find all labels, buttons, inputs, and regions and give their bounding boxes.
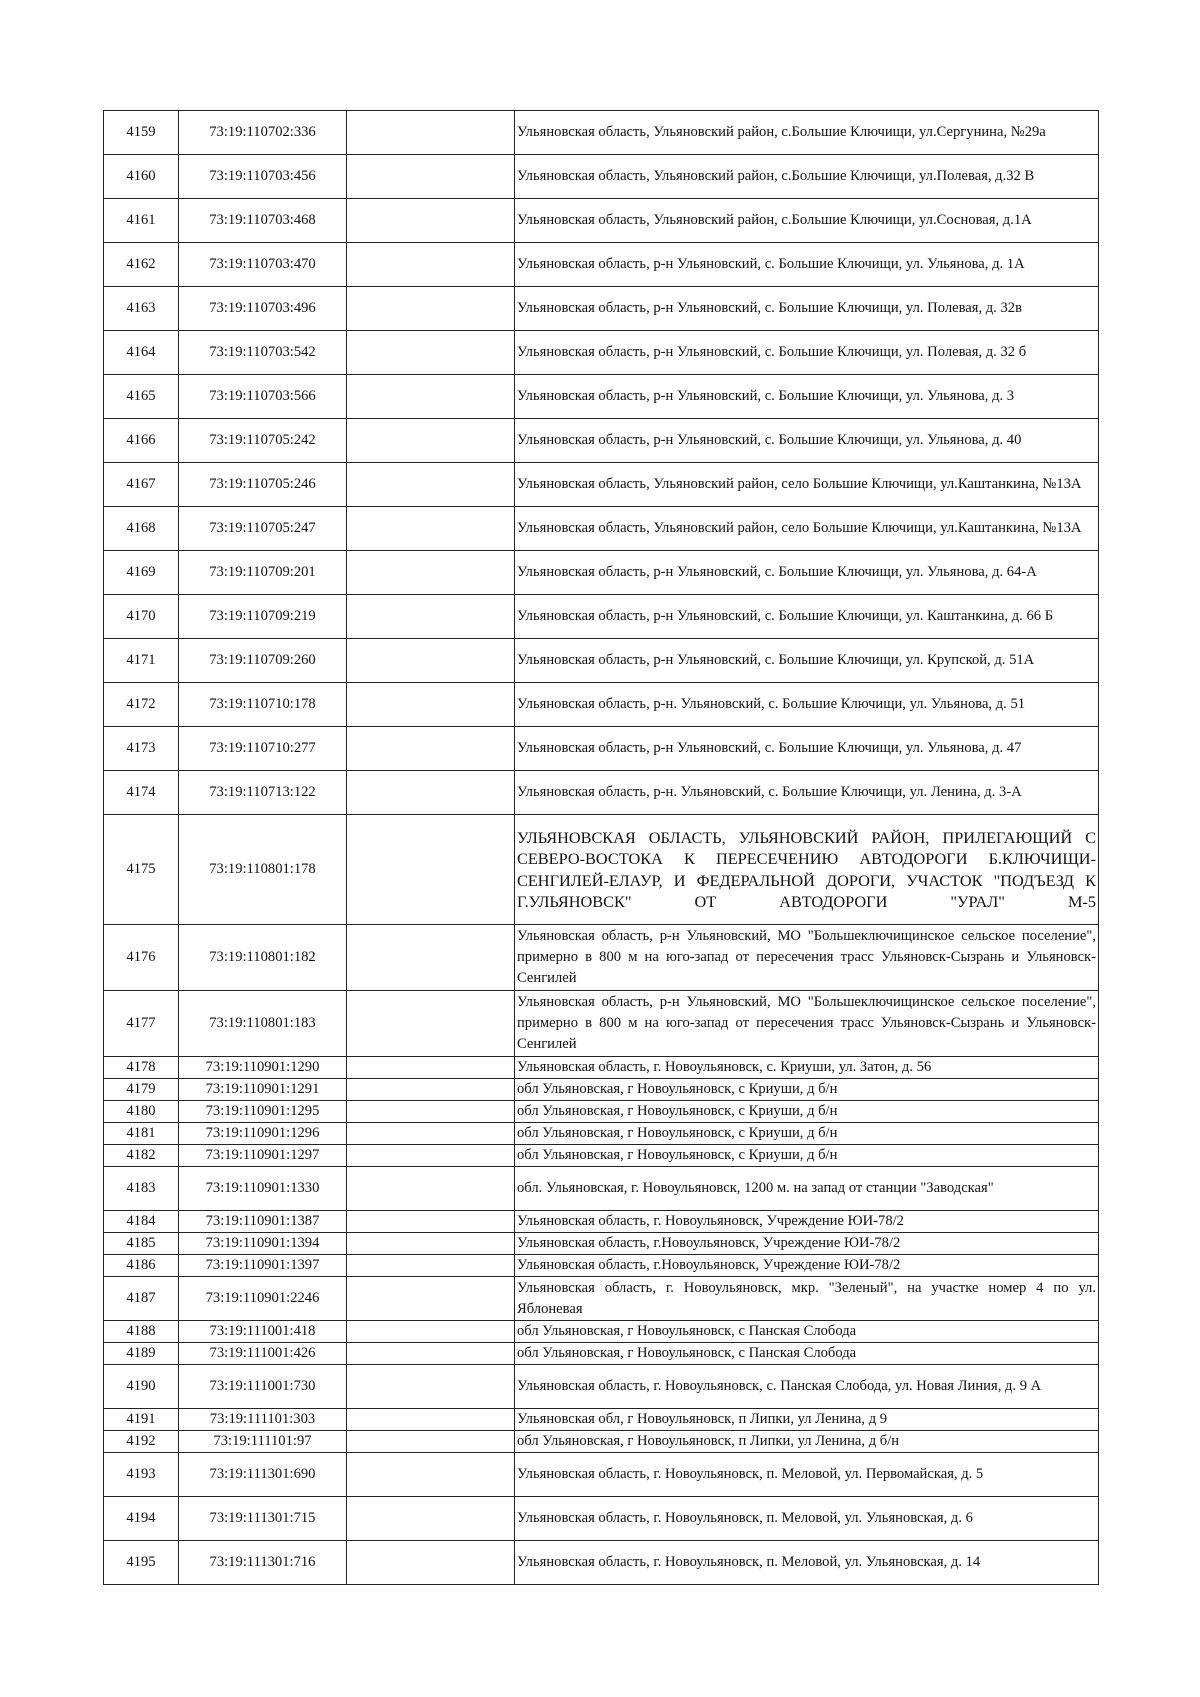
table-row <box>104 1409 1099 1431</box>
table-row <box>104 1453 1099 1497</box>
registry-table <box>103 110 1099 1585</box>
empty-cell <box>347 991 515 1057</box>
address-cell: Ульяновская область, р-н Ульяновский, с. Большие Ключищи, ул. Ульянова, д. 40 <box>515 419 1099 463</box>
table-row <box>104 155 1099 199</box>
empty-cell <box>347 1101 515 1123</box>
cadastral-number-cell: 73:19:110901:1330 <box>179 1167 347 1211</box>
address-cell: УЛЬЯНОВСКАЯ ОБЛАСТЬ, УЛЬЯНОВСКИЙ РАЙОН, ПРИЛЕГАЮЩИЙ С СЕВЕРО-ВОСТОКА К ПЕРЕСЕЧЕНИЮ АВТОДОРОГИ Б.КЛЮЧИЩИ-СЕНГИЛЕЙ-ЕЛАУР, И ФЕДЕРАЛЬНОЙ ДОРОГИ, УЧАСТОК "ПОДЪЕЗД К Г.УЛЬЯНОВСК" ОТ АВТОДОРОГИ "УРАЛ" М-5 <box>515 815 1099 925</box>
cadastral-number-cell: 73:19:110703:468 <box>179 199 347 243</box>
row-number-cell: 4170 <box>104 595 179 639</box>
address-cell: Ульяновская область, Ульяновский район, с.Большие Ключищи, ул.Полевая, д.32 В <box>515 155 1099 199</box>
table-row <box>104 1145 1099 1167</box>
address-cell: Ульяновская область, р-н Ульяновский, МО "Большеключищинское сельское поселение", примерно в 800 м на юго-запад от пересечения трасс Ульяновск-Сызрань и Ульяновск-Сенгилей <box>515 991 1099 1057</box>
empty-cell <box>347 1541 515 1585</box>
address-cell: Ульяновская область, г. Новоульяновск, с. Криуши, ул. Затон, д. 56 <box>515 1057 1099 1079</box>
cadastral-number-cell: 73:19:111001:418 <box>179 1321 347 1343</box>
table-row <box>104 683 1099 727</box>
table-row <box>104 1497 1099 1541</box>
address-cell: Ульяновская область, г. Новоульяновск, с. Панская Слобода, ул. Новая Линия, д. 9 А <box>515 1365 1099 1409</box>
address-cell: Ульяновская область, р-н. Ульяновский, с. Большие Ключищи, ул. Ульянова, д. 51 <box>515 683 1099 727</box>
cadastral-number-cell: 73:19:110713:122 <box>179 771 347 815</box>
row-number-cell: 4178 <box>104 1057 179 1079</box>
cadastral-number-cell: 73:19:110703:542 <box>179 331 347 375</box>
address-cell: Ульяновская область, р-н Ульяновский, с. Большие Ключищи, ул. Каштанкина, д. 66 Б <box>515 595 1099 639</box>
cadastral-number-cell: 73:19:110703:496 <box>179 287 347 331</box>
row-number-cell: 4195 <box>104 1541 179 1585</box>
table-row <box>104 1277 1099 1321</box>
empty-cell <box>347 1123 515 1145</box>
empty-cell <box>347 375 515 419</box>
table-row <box>104 111 1099 155</box>
registry-table-body <box>104 111 1099 1585</box>
address-cell: Ульяновская область, Ульяновский район, с.Большие Ключищи, ул.Сергунина, №29а <box>515 111 1099 155</box>
table-row <box>104 1057 1099 1079</box>
cadastral-number-cell: 73:19:110709:260 <box>179 639 347 683</box>
address-cell: обл Ульяновская, г Новоульяновск, с Криуши, д б/н <box>515 1079 1099 1101</box>
empty-cell <box>347 199 515 243</box>
table-row <box>104 727 1099 771</box>
table-row <box>104 1431 1099 1453</box>
address-cell: обл Ульяновская, г Новоульяновск, с Панская Слобода <box>515 1343 1099 1365</box>
cadastral-number-cell: 73:19:111101:303 <box>179 1409 347 1431</box>
cadastral-number-cell: 73:19:110703:456 <box>179 155 347 199</box>
cadastral-number-cell: 73:19:110709:219 <box>179 595 347 639</box>
table-row <box>104 1541 1099 1585</box>
row-number-cell: 4167 <box>104 463 179 507</box>
cadastral-number-cell: 73:19:110705:246 <box>179 463 347 507</box>
empty-cell <box>347 1145 515 1167</box>
address-cell: Ульяновская область, р-н Ульяновский, МО "Большеключищинское сельское поселение", примерно в 800 м на юго-запад от пересечения трасс Ульяновск-Сызрань и Ульяновск-Сенгилей <box>515 925 1099 991</box>
address-cell: Ульяновская область, р-н Ульяновский, с. Большие Ключищи, ул. Полевая, д. 32в <box>515 287 1099 331</box>
address-cell: Ульяновская область, г.Новоульяновск, Учреждение ЮИ-78/2 <box>515 1255 1099 1277</box>
cadastral-number-cell: 73:19:110801:182 <box>179 925 347 991</box>
address-cell: Ульяновская область, Ульяновский район, с.Большие Ключищи, ул.Сосновая, д.1А <box>515 199 1099 243</box>
table-row <box>104 1101 1099 1123</box>
row-number-cell: 4184 <box>104 1211 179 1233</box>
cadastral-number-cell: 73:19:110901:1295 <box>179 1101 347 1123</box>
table-row <box>104 1233 1099 1255</box>
address-cell: обл Ульяновская, г Новоульяновск, с Криуши, д б/н <box>515 1123 1099 1145</box>
empty-cell <box>347 1431 515 1453</box>
empty-cell <box>347 111 515 155</box>
empty-cell <box>347 1453 515 1497</box>
empty-cell <box>347 639 515 683</box>
empty-cell <box>347 1343 515 1365</box>
empty-cell <box>347 1057 515 1079</box>
row-number-cell: 4194 <box>104 1497 179 1541</box>
empty-cell <box>347 1365 515 1409</box>
table-row <box>104 771 1099 815</box>
empty-cell <box>347 1079 515 1101</box>
row-number-cell: 4190 <box>104 1365 179 1409</box>
empty-cell <box>347 1233 515 1255</box>
empty-cell <box>347 1321 515 1343</box>
table-row <box>104 243 1099 287</box>
row-number-cell: 4185 <box>104 1233 179 1255</box>
cadastral-number-cell: 73:19:110705:242 <box>179 419 347 463</box>
row-number-cell: 4176 <box>104 925 179 991</box>
table-row <box>104 1167 1099 1211</box>
cadastral-number-cell: 73:19:111101:97 <box>179 1431 347 1453</box>
row-number-cell: 4180 <box>104 1101 179 1123</box>
cadastral-number-cell: 73:19:110901:1291 <box>179 1079 347 1101</box>
table-row <box>104 595 1099 639</box>
row-number-cell: 4172 <box>104 683 179 727</box>
table-row <box>104 815 1099 925</box>
row-number-cell: 4191 <box>104 1409 179 1431</box>
cadastral-number-cell: 73:19:111301:690 <box>179 1453 347 1497</box>
cadastral-number-cell: 73:19:110703:566 <box>179 375 347 419</box>
row-number-cell: 4160 <box>104 155 179 199</box>
table-row <box>104 287 1099 331</box>
empty-cell <box>347 463 515 507</box>
address-cell: Ульяновская область, р-н Ульяновский, с. Большие Ключищи, ул. Ульянова, д. 47 <box>515 727 1099 771</box>
empty-cell <box>347 287 515 331</box>
address-cell: Ульяновская область, Ульяновский район, село Большие Ключищи, ул.Каштанкина, №13А <box>515 507 1099 551</box>
table-row <box>104 1343 1099 1365</box>
row-number-cell: 4163 <box>104 287 179 331</box>
table-row <box>104 1365 1099 1409</box>
table-row <box>104 419 1099 463</box>
address-cell: Ульяновская область, р-н Ульяновский, с. Большие Ключищи, ул. Полевая, д. 32 б <box>515 331 1099 375</box>
cadastral-number-cell: 73:19:110901:1297 <box>179 1145 347 1167</box>
row-number-cell: 4193 <box>104 1453 179 1497</box>
empty-cell <box>347 815 515 925</box>
address-cell: Ульяновская область, г. Новоульяновск, п. Меловой, ул. Ульяновская, д. 6 <box>515 1497 1099 1541</box>
empty-cell <box>347 243 515 287</box>
cadastral-number-cell: 73:19:110710:277 <box>179 727 347 771</box>
address-cell: Ульяновская область, г. Новоульяновск, п. Меловой, ул. Ульяновская, д. 14 <box>515 1541 1099 1585</box>
table-row <box>104 1211 1099 1233</box>
table-row <box>104 375 1099 419</box>
table-row <box>104 551 1099 595</box>
address-cell: Ульяновская область, г. Новоульяновск, п. Меловой, ул. Первомайская, д. 5 <box>515 1453 1099 1497</box>
row-number-cell: 4181 <box>104 1123 179 1145</box>
address-cell: обл Ульяновская, г Новоульяновск, с Панская Слобода <box>515 1321 1099 1343</box>
address-cell: Ульяновская область, г. Новоульяновск, Учреждение ЮИ-78/2 <box>515 1211 1099 1233</box>
cadastral-number-cell: 73:19:110901:2246 <box>179 1277 347 1321</box>
cadastral-number-cell: 73:19:110710:178 <box>179 683 347 727</box>
table-row <box>104 1079 1099 1101</box>
cadastral-number-cell: 73:19:110703:470 <box>179 243 347 287</box>
address-cell: Ульяновская область, р-н Ульяновский, с. Большие Ключищи, ул. Ульянова, д. 3 <box>515 375 1099 419</box>
row-number-cell: 4171 <box>104 639 179 683</box>
empty-cell <box>347 595 515 639</box>
row-number-cell: 4169 <box>104 551 179 595</box>
table-row <box>104 463 1099 507</box>
empty-cell <box>347 551 515 595</box>
cadastral-number-cell: 73:19:110709:201 <box>179 551 347 595</box>
address-cell: обл Ульяновская, г Новоульяновск, п Липки, ул Ленина, д б/н <box>515 1431 1099 1453</box>
cadastral-number-cell: 73:19:110702:336 <box>179 111 347 155</box>
empty-cell <box>347 155 515 199</box>
cadastral-number-cell: 73:19:110705:247 <box>179 507 347 551</box>
empty-cell <box>347 727 515 771</box>
empty-cell <box>347 1497 515 1541</box>
table-row <box>104 507 1099 551</box>
cadastral-number-cell: 73:19:110801:178 <box>179 815 347 925</box>
cadastral-number-cell: 73:19:110901:1394 <box>179 1233 347 1255</box>
table-row <box>104 1123 1099 1145</box>
empty-cell <box>347 419 515 463</box>
address-cell: Ульяновская область, р-н Ульяновский, с. Большие Ключищи, ул. Ульянова, д. 64-А <box>515 551 1099 595</box>
row-number-cell: 4179 <box>104 1079 179 1101</box>
table-row <box>104 925 1099 991</box>
address-cell: Ульяновская область, г. Новоульяновск, мкр. "Зеленый", на участке номер 4 по ул. Яблоневая <box>515 1277 1099 1321</box>
row-number-cell: 4177 <box>104 991 179 1057</box>
empty-cell <box>347 507 515 551</box>
empty-cell <box>347 771 515 815</box>
address-cell: Ульяновская область, р-н Ульяновский, с. Большие Ключищи, ул. Ульянова, д. 1А <box>515 243 1099 287</box>
row-number-cell: 4168 <box>104 507 179 551</box>
row-number-cell: 4188 <box>104 1321 179 1343</box>
empty-cell <box>347 1409 515 1431</box>
cadastral-number-cell: 73:19:110901:1290 <box>179 1057 347 1079</box>
cadastral-number-cell: 73:19:110801:183 <box>179 991 347 1057</box>
row-number-cell: 4164 <box>104 331 179 375</box>
cadastral-number-cell: 73:19:110901:1387 <box>179 1211 347 1233</box>
table-row <box>104 199 1099 243</box>
row-number-cell: 4182 <box>104 1145 179 1167</box>
table-row <box>104 331 1099 375</box>
empty-cell <box>347 925 515 991</box>
address-cell: Ульяновская область, р-н Ульяновский, с. Большие Ключищи, ул. Крупской, д. 51А <box>515 639 1099 683</box>
address-cell: Ульяновская обл, г Новоульяновск, п Липки, ул Ленина, д 9 <box>515 1409 1099 1431</box>
empty-cell <box>347 331 515 375</box>
address-cell: обл Ульяновская, г Новоульяновск, с Криуши, д б/н <box>515 1101 1099 1123</box>
row-number-cell: 4159 <box>104 111 179 155</box>
empty-cell <box>347 1277 515 1321</box>
empty-cell <box>347 683 515 727</box>
empty-cell <box>347 1211 515 1233</box>
row-number-cell: 4173 <box>104 727 179 771</box>
table-row <box>104 991 1099 1057</box>
row-number-cell: 4186 <box>104 1255 179 1277</box>
table-row <box>104 639 1099 683</box>
cadastral-number-cell: 73:19:111301:715 <box>179 1497 347 1541</box>
address-cell: обл. Ульяновская, г. Новоульяновск, 1200 м. на запад от станции "Заводская" <box>515 1167 1099 1211</box>
cadastral-number-cell: 73:19:110901:1397 <box>179 1255 347 1277</box>
cadastral-number-cell: 73:19:111001:730 <box>179 1365 347 1409</box>
row-number-cell: 4183 <box>104 1167 179 1211</box>
row-number-cell: 4192 <box>104 1431 179 1453</box>
address-cell: Ульяновская область, г.Новоульяновск, Учреждение ЮИ-78/2 <box>515 1233 1099 1255</box>
row-number-cell: 4166 <box>104 419 179 463</box>
cadastral-number-cell: 73:19:111001:426 <box>179 1343 347 1365</box>
row-number-cell: 4161 <box>104 199 179 243</box>
cadastral-number-cell: 73:19:110901:1296 <box>179 1123 347 1145</box>
address-cell: обл Ульяновская, г Новоульяновск, с Криуши, д б/н <box>515 1145 1099 1167</box>
empty-cell <box>347 1167 515 1211</box>
row-number-cell: 4174 <box>104 771 179 815</box>
row-number-cell: 4162 <box>104 243 179 287</box>
row-number-cell: 4165 <box>104 375 179 419</box>
cadastral-number-cell: 73:19:111301:716 <box>179 1541 347 1585</box>
row-number-cell: 4187 <box>104 1277 179 1321</box>
address-cell: Ульяновская область, Ульяновский район, село Большие Ключищи, ул.Каштанкина, №13А <box>515 463 1099 507</box>
empty-cell <box>347 1255 515 1277</box>
row-number-cell: 4175 <box>104 815 179 925</box>
row-number-cell: 4189 <box>104 1343 179 1365</box>
table-row <box>104 1255 1099 1277</box>
table-row <box>104 1321 1099 1343</box>
address-cell: Ульяновская область, р-н. Ульяновский, с. Большие Ключищи, ул. Ленина, д. 3-А <box>515 771 1099 815</box>
